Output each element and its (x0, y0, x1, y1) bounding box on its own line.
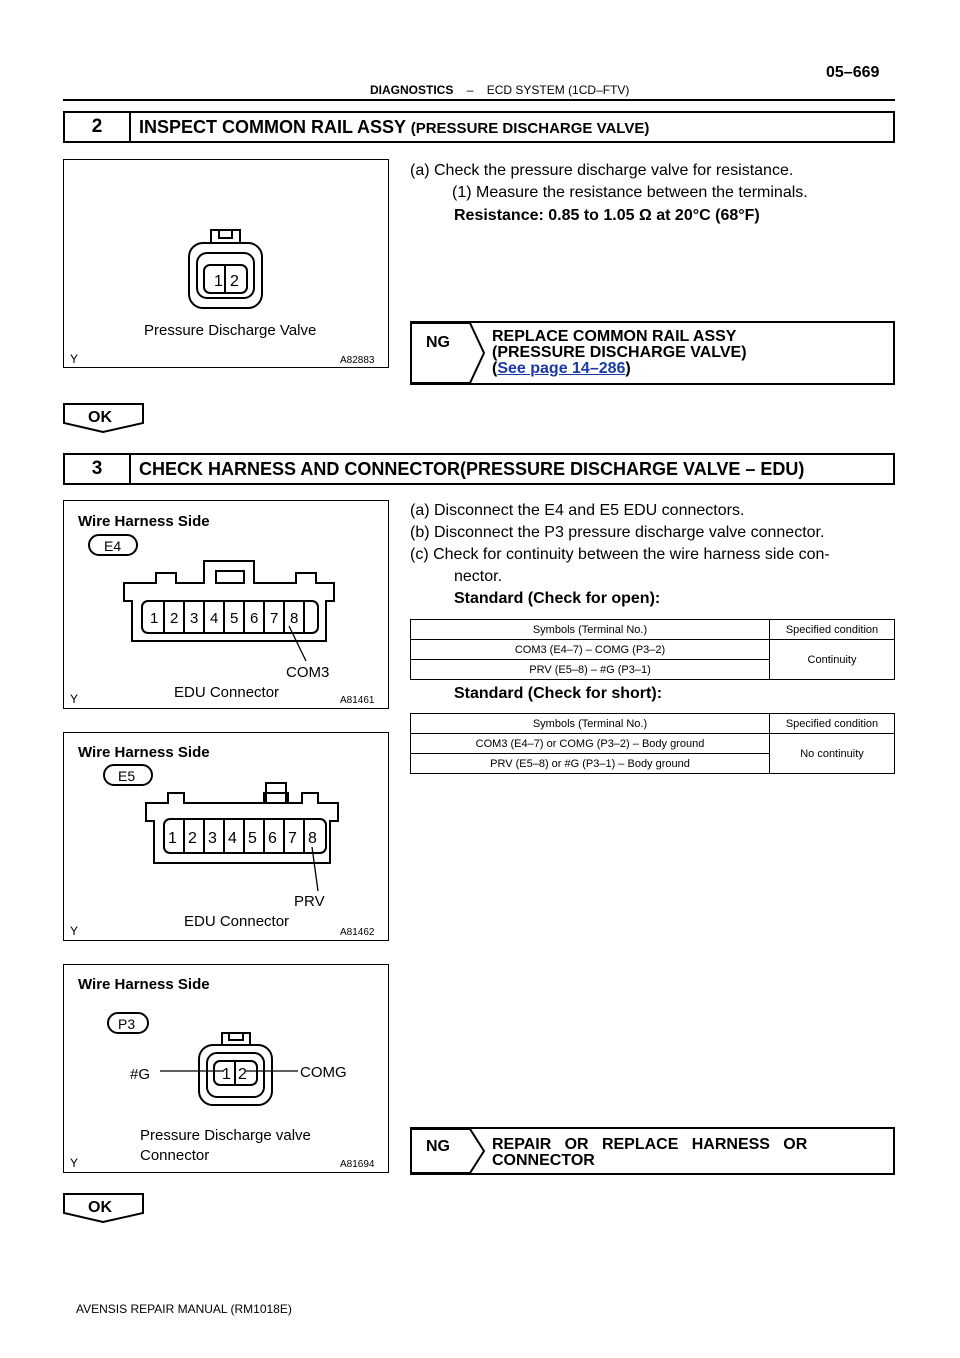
step-2-ok-tab (63, 403, 145, 433)
step-2-header (63, 111, 895, 143)
step-3-ng-line1: REPAIR OR REPLACE HARNESS OR (492, 1136, 808, 1153)
e5-pin-1: 1 (168, 830, 177, 847)
e4-figure-id: A81461 (340, 695, 375, 706)
valve-corner-mark: Y (70, 352, 79, 366)
table-row (411, 620, 895, 640)
table-cell: COM3 (E4–7) – COMG (P3–2) (411, 640, 770, 660)
step-2-title-sub: (PRESSURE DISCHARGE VALVE) (410, 119, 650, 137)
table-cell-result: Continuity (770, 640, 895, 680)
header-section: DIAGNOSTICS (370, 83, 454, 97)
step-3-instruction-c1: (c) Check for continuity between the wire harness side con- (410, 546, 830, 563)
step-3-instruction-b: (b) Disconnect the P3 pressure discharge valve connector. (410, 524, 825, 541)
e5-pin-7: 7 (288, 830, 297, 847)
e4-callout-com3: COM3 (286, 664, 330, 681)
e5-pin-4: 4 (228, 830, 237, 847)
short-check-table (410, 713, 895, 774)
e4-connector-drawing (64, 501, 390, 710)
figure-pressure-discharge-valve (63, 159, 389, 368)
paren-open: ( (492, 360, 498, 377)
e5-pin-5: 5 (248, 830, 257, 847)
e5-caption: EDU Connector (184, 913, 290, 930)
table-header-condition: Specified condition (770, 620, 895, 640)
step-2-instruction-a: (a) Check the pressure discharge valve for resistance. (410, 162, 794, 179)
p3-caption-line2: Connector (140, 1147, 210, 1164)
step-3-ng-line2: CONNECTOR (492, 1152, 595, 1169)
table-row (411, 640, 895, 660)
step-2-ok-label: OK (88, 409, 112, 426)
p3-caption-line1: Pressure Discharge valve (140, 1127, 311, 1144)
ng-arrow (412, 1129, 490, 1173)
step-3-instruction-a: (a) Disconnect the E4 and E5 EDU connectors. (410, 502, 745, 519)
step-2-title-main: INSPECT COMMON RAIL ASSY (139, 116, 406, 137)
p3-pin-2: 2 (238, 1066, 247, 1083)
figure-p3-connector (63, 964, 389, 1173)
e4-pin-7: 7 (270, 610, 279, 627)
page-number: 05–669 (826, 64, 880, 81)
header-dash: – (466, 83, 474, 97)
step-3-header (63, 453, 895, 485)
running-header (370, 83, 629, 97)
e4-pin-1: 1 (150, 610, 159, 627)
figure-e4-connector (63, 500, 389, 709)
header-rule (63, 99, 895, 101)
p3-callout-g: #G (130, 1066, 151, 1083)
table-cell: COM3 (E4–7) or COMG (P3–2) – Body ground (411, 734, 770, 754)
e4-pin-6: 6 (250, 610, 259, 627)
open-check-title: Standard (Check for open): (454, 590, 661, 607)
ng-arrow (412, 323, 490, 383)
e4-pin-2: 2 (170, 610, 179, 627)
e5-corner-mark: Y (70, 924, 79, 938)
step-2-ng-line3 (492, 361, 631, 377)
table-header-condition: Specified condition (770, 714, 895, 734)
e5-pin-2: 2 (188, 830, 197, 847)
valve-connector-drawing (64, 160, 390, 369)
e5-pin-8: 8 (308, 830, 317, 847)
step-2-ng-box (410, 321, 895, 385)
p3-connector-code: P3 (118, 1016, 136, 1032)
p3-callout-comg: COMG (300, 1064, 347, 1081)
paren-close: ) (625, 360, 631, 377)
e4-pin-4: 4 (210, 610, 219, 627)
step-3-ng-label: NG (426, 1138, 450, 1155)
table-header-symbols: Symbols (Terminal No.) (411, 714, 770, 734)
p3-side-label: Wire Harness Side (78, 976, 210, 993)
e5-pin-6: 6 (268, 830, 277, 847)
p3-corner-mark: Y (70, 1156, 79, 1170)
e4-pin-8: 8 (290, 610, 299, 627)
step-2-spec: Resistance: 0.85 to 1.05 Ω at 20°C (68°F) (454, 207, 760, 224)
p3-connector-drawing (64, 965, 390, 1174)
table-header-symbols: Symbols (Terminal No.) (411, 620, 770, 640)
valve-figure-id: A82883 (340, 355, 375, 366)
step-2-instruction-1: (1) Measure the resistance between the terminals. (452, 184, 808, 201)
table-cell-result: No continuity (770, 734, 895, 774)
e4-corner-mark: Y (70, 692, 79, 706)
step-3-ok-label: OK (88, 1199, 112, 1216)
valve-caption: Pressure Discharge Valve (144, 322, 317, 339)
figure-e5-connector (63, 732, 389, 941)
e5-side-label: Wire Harness Side (78, 744, 210, 761)
e5-connector-code: E5 (118, 768, 136, 784)
table-row (411, 714, 895, 734)
header-system: ECD SYSTEM (1CD–FTV) (486, 83, 630, 97)
table-cell: PRV (E5–8) – #G (P3–1) (411, 660, 770, 680)
step-2-ng-line2: (PRESSURE DISCHARGE VALVE) (492, 344, 747, 361)
step-2-ng-line1: REPLACE COMMON RAIL ASSY (492, 328, 737, 345)
e5-figure-id: A81462 (340, 927, 375, 938)
step-2-title (131, 117, 649, 138)
e4-caption: EDU Connector (174, 684, 280, 701)
step-3-title: CHECK HARNESS AND CONNECTOR(PRESSURE DISCHARGE VALVE – EDU) (139, 458, 805, 479)
step-3-ng-box (410, 1127, 895, 1175)
p3-pin-1: 1 (222, 1066, 231, 1083)
footer-manual: AVENSIS REPAIR MANUAL (RM1018E) (76, 1302, 292, 1316)
e5-pin-3: 3 (208, 830, 217, 847)
e4-connector-code: E4 (104, 538, 122, 554)
e4-pin-5: 5 (230, 610, 239, 627)
step-3-ok-tab (63, 1193, 145, 1223)
step-2-ng-label: NG (426, 334, 450, 351)
table-cell: PRV (E5–8) or #G (P3–1) – Body ground (411, 754, 770, 774)
valve-pin-1: 1 (214, 273, 223, 290)
step-2-number: 2 (65, 113, 131, 141)
short-check-title: Standard (Check for short): (454, 685, 663, 702)
e4-side-label: Wire Harness Side (78, 513, 210, 530)
step-3-number: 3 (65, 455, 131, 483)
see-page-link[interactable]: See page 14–286 (497, 360, 626, 377)
open-check-table (410, 619, 895, 680)
p3-figure-id: A81694 (340, 1159, 375, 1170)
step-3-instruction-c2: nector. (454, 568, 503, 585)
e5-callout-prv: PRV (294, 893, 325, 910)
table-row (411, 734, 895, 754)
valve-pin-2: 2 (230, 273, 239, 290)
e4-pin-3: 3 (190, 610, 199, 627)
e5-connector-drawing (64, 733, 390, 942)
